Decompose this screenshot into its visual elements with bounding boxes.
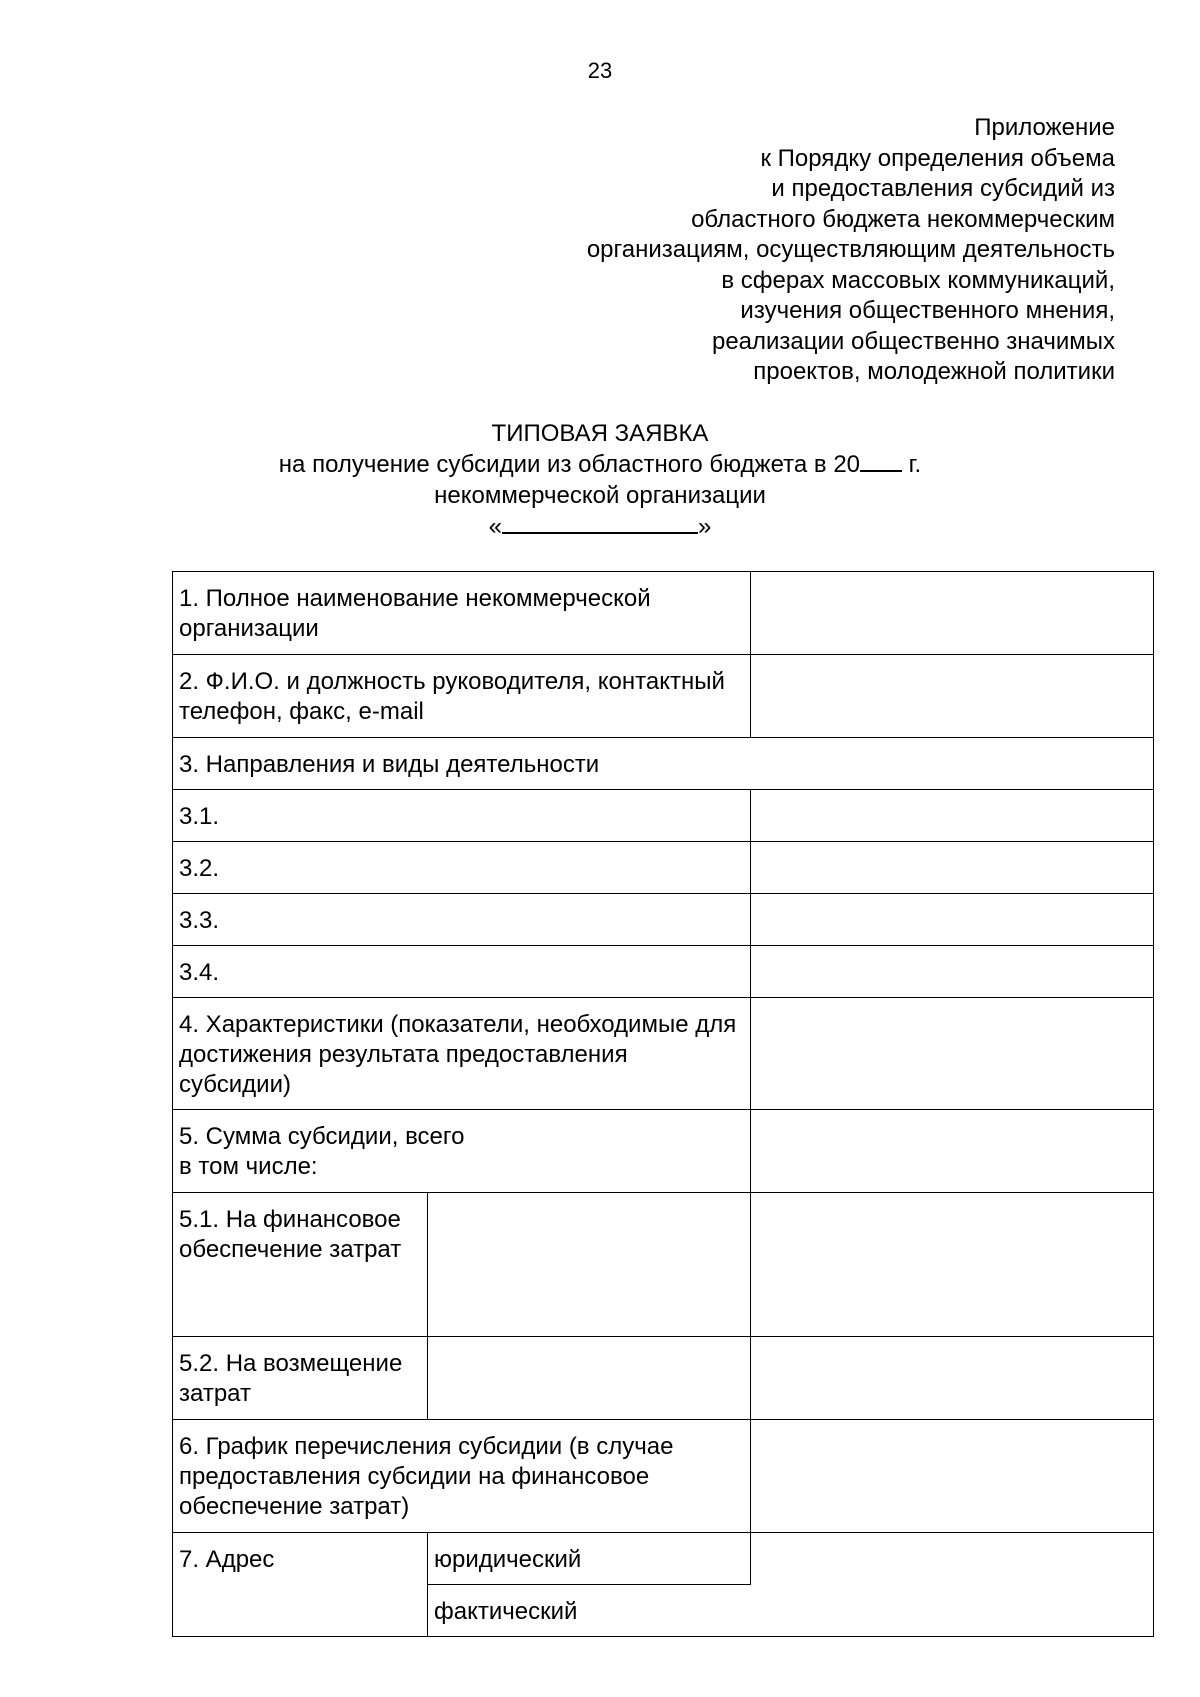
appendix-line: и предоставления субсидий из <box>771 175 1115 202</box>
table-row <box>173 1337 1154 1420</box>
title-line-suffix: г. <box>902 451 922 478</box>
title-line-org-name <box>0 511 1200 542</box>
appendix-line: областного бюджета некоммерческим <box>691 205 1115 233</box>
label-cell: 3.2. <box>173 842 751 894</box>
table-row <box>173 572 1154 655</box>
appendix-line: проектов, молодежной политики <box>753 358 1115 385</box>
label-cell: 5.2. На возмещение затрат <box>173 1337 428 1420</box>
appendix-note <box>587 113 1115 388</box>
section-header-cell: 3. Направления и виды деятельности <box>173 738 1154 790</box>
document-title <box>0 418 1200 542</box>
appendix-line: организациям, осуществляющим деятельность <box>586 236 1115 263</box>
value-cell[interactable] <box>751 894 1154 946</box>
table-row <box>173 738 1154 790</box>
sub-value-cell[interactable] <box>428 1193 751 1337</box>
table-row <box>173 655 1154 738</box>
title-line-prefix: на получение субсидии из областного бюджета в 20 <box>278 451 861 478</box>
appendix-line: изучения общественного мнения, <box>740 297 1115 324</box>
quote-close: » <box>698 513 712 540</box>
quote-open: « <box>488 513 502 540</box>
title-line-year <box>0 449 1200 480</box>
value-cell[interactable] <box>751 1193 1154 1337</box>
table-row <box>173 1193 1154 1337</box>
page-number: 23 <box>587 58 613 83</box>
label-cell: 7. Адрес <box>173 1533 428 1637</box>
label-cell: 4. Характеристики (показатели, необходимые для достижения результата предоставления субсидии) <box>173 998 751 1110</box>
value-cell[interactable] <box>751 1337 1154 1420</box>
label-cell: 3.4. <box>173 946 751 998</box>
label-cell <box>173 1110 751 1193</box>
value-cell[interactable] <box>751 572 1154 655</box>
appendix-line: в сферах массовых коммуникаций, <box>721 266 1115 294</box>
label-cell: фактический <box>428 1585 751 1637</box>
value-cell[interactable] <box>751 1585 1154 1637</box>
value-cell[interactable] <box>751 655 1154 738</box>
value-cell[interactable] <box>751 998 1154 1110</box>
table-row <box>173 946 1154 998</box>
appendix-line: Приложение <box>974 114 1115 141</box>
table-row <box>173 998 1154 1110</box>
title-line-org: некоммерческой организации <box>434 482 766 509</box>
label-cell: юридический <box>428 1533 751 1585</box>
label-cell: 3.1. <box>173 790 751 842</box>
label-line: 5. Сумма субсидии, всего <box>179 1123 465 1150</box>
table-row <box>173 842 1154 894</box>
table-row <box>173 894 1154 946</box>
title-heading: ТИПОВАЯ ЗАЯВКА <box>491 420 709 447</box>
sub-value-cell[interactable] <box>428 1337 751 1420</box>
value-cell[interactable] <box>751 946 1154 998</box>
label-cell: 5.1. На финансовое обеспечение затрат <box>173 1193 428 1337</box>
application-form-table <box>172 571 1154 1637</box>
year-blank[interactable] <box>860 450 902 472</box>
label-cell: 1. Полное наименование некоммерческой организации <box>173 572 751 655</box>
appendix-line: реализации общественно значимых <box>711 327 1115 355</box>
label-cell: 2. Ф.И.О. и должность руководителя, контактный телефон, факс, e-mail <box>173 655 751 738</box>
value-cell[interactable] <box>751 1533 1154 1585</box>
value-cell[interactable] <box>751 1110 1154 1193</box>
label-line: в том числе: <box>179 1153 318 1180</box>
label-cell: 6. График перечисления субсидии (в случае предоставления субсидии на финансовое обеспечение затрат) <box>173 1420 751 1533</box>
org-name-blank[interactable] <box>502 512 698 534</box>
value-cell[interactable] <box>751 1420 1154 1533</box>
table-row <box>173 1533 1154 1585</box>
label-cell: 3.3. <box>173 894 751 946</box>
table-row <box>173 1110 1154 1193</box>
appendix-line: к Порядку определения объема <box>760 144 1115 172</box>
table-row <box>173 790 1154 842</box>
value-cell[interactable] <box>751 790 1154 842</box>
table-row <box>173 1420 1154 1533</box>
value-cell[interactable] <box>751 842 1154 894</box>
